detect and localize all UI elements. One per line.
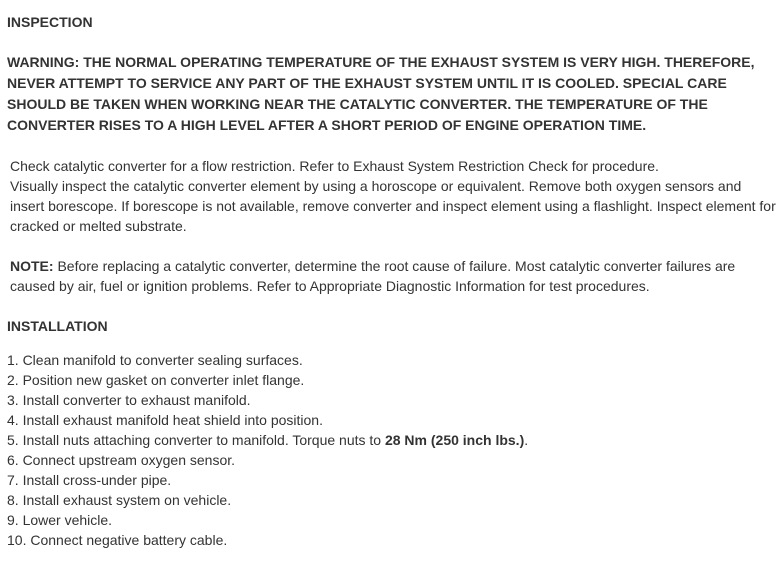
- list-item: 9. Lower vehicle.: [7, 512, 113, 528]
- list-item: 1. Clean manifold to converter sealing surfaces.: [7, 352, 303, 368]
- installation-heading: INSTALLATION: [7, 318, 108, 334]
- list-item: 6. Connect upstream oxygen sensor.: [7, 452, 236, 468]
- inspection-step-visual: Visually inspect the catalytic converter element by using a horoscope or equivalent. Remove both oxygen sensors and insert borescope. If borescope is not available, remove converter and inspect element using a flashlight. Inspect element for cracked or melted substrate.: [10, 178, 776, 234]
- document-body: [7, 12, 777, 550]
- list-item: 10. Connect negative battery cable.: [7, 532, 228, 548]
- inspection-steps: [7, 156, 777, 236]
- installation-steps-list: [7, 350, 777, 550]
- list-item: [7, 430, 777, 450]
- step5-text: 5. Install nuts attaching converter to manifold. Torque nuts to: [7, 432, 385, 448]
- list-item: 3. Install converter to exhaust manifold.: [7, 392, 251, 408]
- torque-spec: 28 Nm (250 inch lbs.): [384, 432, 525, 448]
- note-paragraph: [7, 256, 777, 296]
- step5-end: .: [524, 432, 529, 448]
- note-text: Before replacing a catalytic converter, determine the root cause of failure. Most catalytic converter failures are caused by air, fuel or ignition problems. Refer to Appropriate Diagnostic Information for test procedures.: [10, 258, 736, 294]
- inspection-step-flow-check: Check catalytic converter for a flow restriction. Refer to Exhaust System Restriction Check for procedure.: [10, 158, 659, 174]
- list-item: 8. Install exhaust system on vehicle.: [7, 492, 232, 508]
- inspection-heading: INSPECTION: [7, 14, 93, 30]
- list-item: 7. Install cross-under pipe.: [7, 472, 172, 488]
- list-item: 2. Position new gasket on converter inlet flange.: [7, 372, 305, 388]
- list-item: 4. Install exhaust manifold heat shield into position.: [7, 412, 323, 428]
- warning-text: WARNING: THE NORMAL OPERATING TEMPERATURE OF THE EXHAUST SYSTEM IS VERY HIGH. THEREFORE, NEVER ATTEMPT TO SERVICE ANY PART OF THE EXHAUST SYSTEM UNTIL IT IS COOLED. SPECIAL CARE SHOULD BE TAKEN WHEN WORKING NEAR THE CATALYTIC CONVERTER. THE TEMPERATURE OF THE CONVERTER RISES TO A HIGH LEVEL AFTER A SHORT PERIOD OF ENGINE OPERATION TIME.: [7, 54, 755, 133]
- note-label: NOTE:: [10, 258, 54, 274]
